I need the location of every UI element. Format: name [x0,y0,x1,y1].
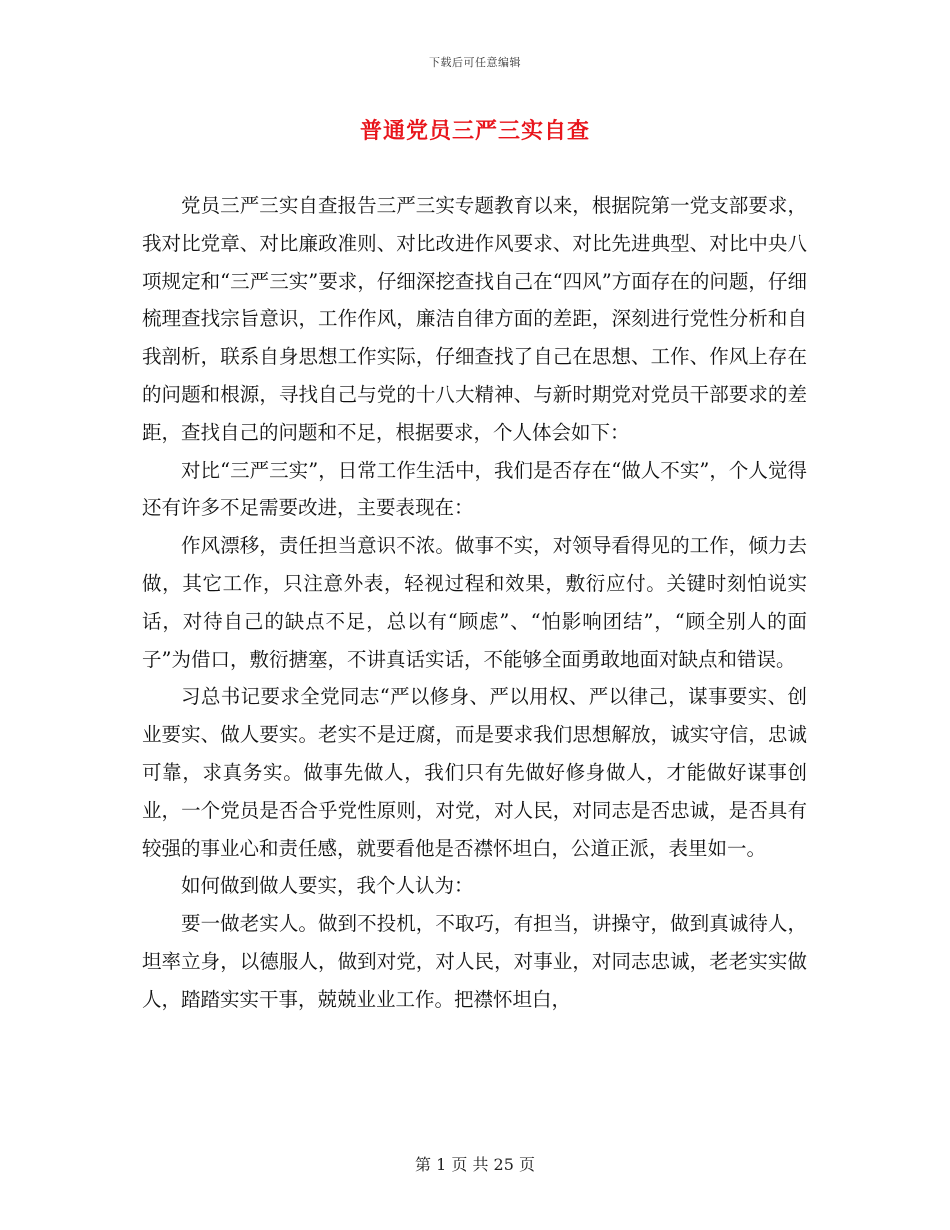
header-note: 下载后可任意编辑 [429,56,521,69]
document-title: 普通党员三严三实自查 [359,118,590,144]
paragraph-6: 要一做老实人。做到不投机，不取巧，有担当，讲操守，做到真诚待人，坦率立身，以德服人，做到对党，对人民，对事业，对同志忠诚，老老实实做人，踏踏实实干事，兢兢业业工作。把襟怀坦白， [142,912,807,1011]
document-body [142,187,807,1019]
page-number: 第 1 页 共 25 页 [415,1155,535,1174]
paragraph-1: 党员三严三实自查报告三严三实专题教育以来，根据院第一党支部要求，我对比党章、对比廉政准则、对比改进作风要求、对比先进典型、对比中央八项规定和“三严三实”要求，仔细深挖查找自己在“四风”方面存在的问题，仔细梳理查找宗旨意识，工作作风，廉洁自律方面的差距，深刻进行党性分析和自我剖析，联系自身思想工作实际，仔细查找了自己在思想、工作、作风上存在的问题和根源，寻找自己与党的十八大精神、与新时期党对党员干部要求的差距，查找自己的问题和不足，根据要求，个人体会如下： [142,194,807,444]
paragraph-5: 如何做到做人要实，我个人认为： [181,874,474,898]
paragraph-3: 作风漂移，责任担当意识不浓。做事不实，对领导看得见的工作，倾力去做，其它工作，只注意外表，轻视过程和效果，敷衍应付。关键时刻怕说实话，对待自己的缺点不足，总以有“顾虑”、“怕影响团结”，“顾全别人的面子”为借口，敷衍搪塞，不讲真话实话，不能够全面勇敢地面对缺点和错误。 [142,534,807,671]
paragraph-2: 对比“三严三实”，日常工作生活中，我们是否存在“做人不实”，个人觉得还有许多不足需要改进，主要表现在： [142,458,807,520]
paragraph-4: 习总书记要求全党同志“严以修身、严以用权、严以律己，谋事要实、创业要实、做人要实。老实不是迂腐，而是要求我们思想解放，诚实守信，忠诚可靠，求真务实。做事先做人，我们只有先做好修身做人，才能做好谋事创业，一个党员是否合乎党性原则，对党，对人民，对同志是否忠诚，是否具有较强的事业心和责任感，就要看他是否襟怀坦白，公道正派，表里如一。 [142,685,807,860]
